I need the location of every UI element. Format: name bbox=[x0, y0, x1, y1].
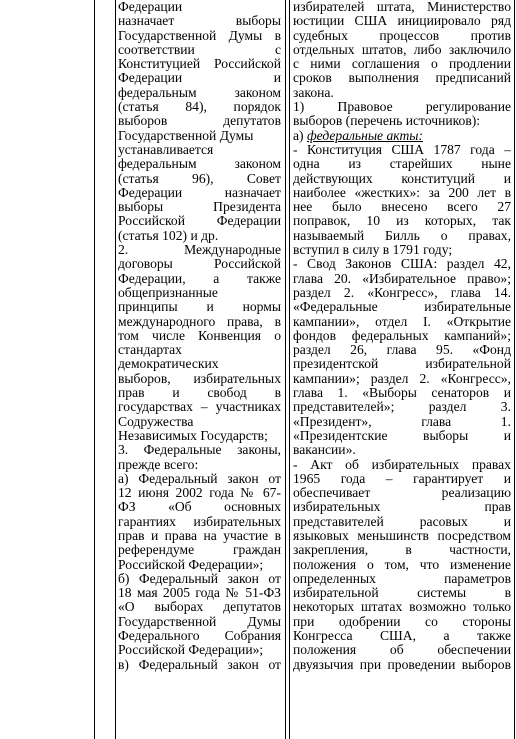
table-rule bbox=[289, 0, 290, 739]
usa-text-line: наиболее «жестких»: за 200 лет в bbox=[293, 185, 511, 200]
usa-text-line: кампании»; раздел 2. «Конгресс», bbox=[293, 371, 511, 386]
usa-text-line: глава 20. «Избирательное право»; bbox=[293, 271, 511, 286]
russia-text-line: а) Федеральный закон от bbox=[118, 471, 281, 486]
usa-text-line: президентской избирательной bbox=[293, 357, 511, 372]
table-rule bbox=[94, 0, 95, 739]
usa-text-line: - Свод Законов США: раздел 42, bbox=[293, 257, 511, 272]
russia-text-line: Федерального Собрания bbox=[118, 629, 281, 644]
table-rule bbox=[285, 0, 286, 739]
russia-text-line: 2. Международные bbox=[118, 243, 281, 258]
usa-text-line: избирательных прав bbox=[293, 500, 511, 515]
usa-text-line: «Федеральные избирательные bbox=[293, 300, 511, 315]
russia-text-line: (статья 84), порядок bbox=[118, 100, 281, 115]
usa-text-line: нее было внесено всего 27 bbox=[293, 200, 511, 215]
usa-text-line: «Президентские выборы и bbox=[293, 428, 511, 443]
usa-text-line: - Конституция США 1787 года – bbox=[293, 142, 511, 157]
russia-text-line: договоры Российской bbox=[118, 257, 281, 272]
russia-text-line: Независимых Государств; bbox=[118, 428, 268, 443]
usa-column bbox=[293, 0, 511, 672]
russia-text-line: Государственной Думы bbox=[118, 614, 281, 629]
russia-text-line: 12 июня 2002 года № 67- bbox=[118, 486, 281, 501]
usa-text-line: отдельных штатов, либо заключило bbox=[293, 42, 511, 57]
usa-text-line: определенных параметров bbox=[293, 571, 511, 586]
russia-text-line: прежде всего: bbox=[118, 457, 199, 472]
usa-text-line: одна из старейших ныне bbox=[293, 157, 511, 172]
usa-text-line: вакансии». bbox=[293, 443, 356, 458]
russia-text-line: Государственной Думы bbox=[118, 128, 254, 143]
russia-text-line: демократических bbox=[118, 357, 219, 372]
russia-text-line: «О выборах депутатов bbox=[118, 600, 281, 615]
usa-text-line: судебных процессов против bbox=[293, 28, 511, 43]
russia-text-line: выборов депутатов bbox=[118, 114, 281, 129]
russia-text-line: государствах – участниках bbox=[118, 400, 281, 415]
russia-text-line: в) Федеральный закон от bbox=[118, 657, 281, 672]
russia-text-line: Конституцией Российской bbox=[118, 57, 281, 72]
russia-text-line: ФЗ «Об основных bbox=[118, 500, 281, 515]
usa-text-line: закрепления, в частности, bbox=[293, 543, 511, 558]
russia-text-line: устанавливается bbox=[118, 142, 214, 157]
usa-text-line: выборов (перечень источников): bbox=[293, 114, 481, 129]
usa-text-line: 1) Правовое регулирование bbox=[293, 100, 511, 115]
table-rule bbox=[514, 0, 515, 739]
usa-text-line: называемый Билль о правах, bbox=[293, 228, 511, 243]
russia-text-line: федеральным законом bbox=[118, 157, 281, 172]
russia-text-line: Федерации bbox=[118, 0, 183, 14]
russia-text-line: референдуме граждан bbox=[118, 543, 281, 558]
russia-text-line: Российской Федерации»; bbox=[118, 557, 264, 572]
russia-text-line: Федерации, а также bbox=[118, 271, 281, 286]
usa-text-line: «Президент», глава 1. bbox=[293, 414, 511, 429]
usa-text-line: некоторых штатах возможно только bbox=[293, 600, 511, 615]
russia-text-line: соответствии с bbox=[118, 42, 281, 57]
russia-text-line: федеральным законом bbox=[118, 85, 281, 100]
russia-text-line: Федерации и bbox=[118, 71, 281, 86]
usa-text-line: положения о том, что изменение bbox=[293, 557, 511, 572]
usa-text-line: фондов федеральных кампаний»; bbox=[293, 328, 511, 343]
usa-text-line: двуязычия при проведении выборов bbox=[293, 657, 511, 672]
usa-text-line: обеспечивает реализацию bbox=[293, 486, 511, 501]
usa-text-line: языковых меньшинств посредством bbox=[293, 528, 511, 543]
russia-text-line: общепризнанные bbox=[118, 285, 218, 300]
russia-text-line: прав и свобод в bbox=[118, 386, 281, 401]
usa-text-line: вступил в силу в 1791 году; bbox=[293, 243, 453, 258]
russia-text-line: Государственной Думы в bbox=[118, 28, 281, 43]
russia-text-line: (статья 96), Совет bbox=[118, 171, 281, 186]
usa-text-line: кампании», отдел I. «Открытие bbox=[293, 314, 511, 329]
usa-text-line: избирательной системы в bbox=[293, 586, 511, 601]
usa-text-line: сроков выполнения предписаний bbox=[293, 71, 511, 86]
table-rule bbox=[115, 0, 116, 739]
russia-text-line: Федерации назначает bbox=[118, 185, 281, 200]
usa-text-line: представителей расовых и bbox=[293, 514, 511, 529]
russia-text-line: международного права, в bbox=[118, 314, 281, 329]
russia-text-line: назначает выборы bbox=[118, 14, 281, 29]
russia-text-line: гарантиях избирательных bbox=[118, 514, 281, 529]
usa-text-line: закона. bbox=[293, 85, 334, 100]
russia-text-line: выборов, избирательных bbox=[118, 371, 281, 386]
usa-text-line: раздел 2. «Конгресс», глава 14. bbox=[293, 285, 511, 300]
russia-text-line: б) Федеральный закон от bbox=[118, 571, 281, 586]
russia-text-line: 3. Федеральные законы, bbox=[118, 443, 281, 458]
russia-text-line: 18 мая 2005 года № 51-ФЗ bbox=[118, 586, 281, 601]
russia-text-line: выборы Президента bbox=[118, 200, 281, 215]
usa-text-line: с ними соглашения о продлении bbox=[293, 57, 511, 72]
russia-text-line: Содружества bbox=[118, 414, 194, 429]
usa-text-line: при одобрении со стороны bbox=[293, 614, 511, 629]
usa-text-line: поправок, 10 из которых, так bbox=[293, 214, 511, 229]
russia-text-line: Российской Федерации bbox=[118, 214, 281, 229]
usa-text-line: глава 1. «Выборы сенаторов и bbox=[293, 386, 511, 401]
usa-text-line: избирателей штата, Министерство bbox=[293, 0, 511, 14]
usa-text-line: раздел 26, глава 95. «Фонд bbox=[293, 343, 511, 358]
russia-text-line: стандартах bbox=[118, 343, 182, 358]
usa-text-line: - Акт об избирательных правах bbox=[293, 457, 511, 472]
russia-text-line: том числе Конвенция о bbox=[118, 328, 281, 343]
usa-text-line: а) федеральные акты: bbox=[293, 128, 424, 143]
russia-text-line: принципы и нормы bbox=[118, 300, 281, 315]
usa-text-line: юстиции США инициировало ряд bbox=[293, 14, 511, 29]
usa-text-line: 1965 года – гарантирует и bbox=[293, 471, 511, 486]
russia-column bbox=[118, 0, 281, 672]
russia-text-line: (статья 102) и др. bbox=[118, 228, 219, 243]
russia-text-line: Российской Федерации»; bbox=[118, 643, 264, 658]
usa-text-line: положения об обеспечении bbox=[293, 643, 511, 658]
russia-text-line: прав и права на участие в bbox=[118, 528, 281, 543]
usa-text-line: действующих конституций и bbox=[293, 171, 511, 186]
usa-text-line: представителей»; раздел 3. bbox=[293, 400, 511, 415]
usa-text-line: Конгресса США, а также bbox=[293, 629, 511, 644]
